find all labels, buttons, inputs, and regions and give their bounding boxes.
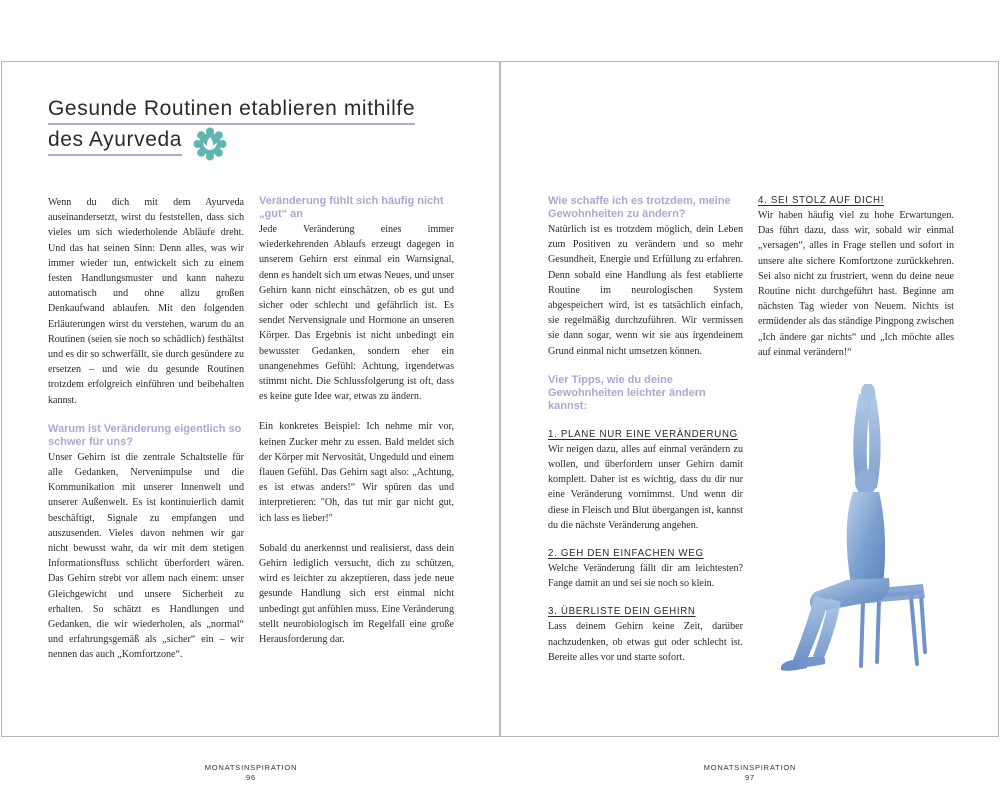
- page-title-line-2: [48, 128, 182, 156]
- page-number: 97: [745, 773, 755, 782]
- subheading-change-feels-bad: Veränderung fühlt sich häufig nicht „gut“ an: [259, 195, 444, 220]
- left-page-footer: [191, 763, 311, 783]
- page-title-line-1: [48, 97, 415, 125]
- change-paragraph: Jede Veränderung eines immer wiederkehrenden Ablaufs erzeugt dagegen in unserem Gehirn erst einmal ein Warnsignal, denn es handelt sich um etwas Neues, und unser Gehirn kann nicht einschätzen, ob es gut und sicher oder schlecht und gefährlich ist. Es sendet Nervensignale und Hormone an unseren Körper. Das Ergebnis ist nicht unbedingt ein bewusster Gedanken, sondern eher ein unangenehmes Gefühl: Achtung, irgendetwas stimmt nicht. Die Schlussfolgerung ist oft, dass es keine gute Idee war, etwas zu ändern.: [259, 224, 454, 403]
- right-page: [500, 61, 999, 782]
- left-column-1: [48, 195, 244, 663]
- subheading-four-tips: Vier Tipps, wie du deine Gewohnheiten leichter ändern kannst:: [548, 373, 706, 412]
- brain-paragraph: Unser Gehirn ist die zentrale Schaltstelle für alle Gedanken, Nervenimpulse und die Kommunikation mit unserer Innenwelt und unserer Außenwelt. Es ist kontinuierlich damit beschäftigt, Signale zu empfangen und auszusenden. Vieles davon nehmen wir gar nicht bewusst wahr, da wir mit dem stetigen Informationsfluss schlicht überfordert wären. Das Gehirn strebt vor allem nach einem: unser Gleichgewicht und unsere Sicherheit zu erhalten. So schätzt es Handlungen und Gedanken, die wir wiederholen, als „normal“ und erfahrungsgemäß als „sicher“ ein – wir nennen das auch „Komfortzone“.: [48, 451, 244, 661]
- seated-yoga-figure-illustration: [771, 384, 941, 684]
- tip-1-title: 1. PLANE NUR EINE VERÄNDERUNG: [548, 428, 738, 440]
- acknowledge-paragraph: Sobald du anerkennst und realisierst, dass dein Gehirn lediglich versucht, dich zu schützen, wird es leichter zu akzeptieren, dass jede neue gesunde Handlung sich erst einmal nicht unbedingt gut anfühlen muss. Eine Veränderung stellt neurobiologisch im Regelfall eine große Herausforderung dar.: [259, 542, 454, 646]
- right-column-2: [758, 195, 954, 360]
- title-line-1-text: Gesunde Routinen etablieren mithilfe: [48, 97, 415, 125]
- possible-paragraph: Natürlich ist es trotzdem möglich, dein Leben zum Positiven zu verändern und so mehr Gesundheit, Energie und Erfüllung zu erfahren. Denn sobald eine Handlung als fest etablierte Routine im neurologischen System abgespeichert wird, ist es tatsächlich einfach, sie regelmäßig durchzuführen. Wir vermissen sie dann sogar, wenn wir sie aus irgendeinem Grund einmal nicht umsetzen können.: [548, 224, 743, 357]
- subheading-how-to-change: Wie schaffe ich es trotzdem, meine Gewohnheiten zu ändern?: [548, 195, 731, 220]
- tip-1-text: Wir neigen dazu, alles auf einmal verändern zu wollen, und überfordern unser Gehirn damit komplett. Daher ist es wichtig, dass du dir nur eine Veränderung vornimmst. Und wenn dir diese in Fleisch und Blut übergangen ist, kannst du die nächste Veränderung angehen.: [548, 443, 743, 531]
- ayurveda-lotus-icon: [192, 126, 228, 162]
- tip-2-title: 2. GEH DEN EINFACHEN WEG: [548, 548, 704, 560]
- page-number: 96: [246, 773, 256, 782]
- right-page-footer: [690, 763, 810, 783]
- footer-label: MONATSINSPIRATION: [204, 763, 298, 772]
- tip-3-title: 3. ÜBERLISTE DEIN GEHIRN: [548, 606, 696, 618]
- footer-label: MONATSINSPIRATION: [703, 763, 797, 772]
- left-page: [1, 61, 500, 782]
- tip-4-text: Wir haben häufig viel zu hohe Erwartungen. Das führt dazu, dass wir, sobald wir einmal „versagen“, alles in Frage stellen und sofort in unsere alte sichere Komfortzone zurückkehren. Sei also nicht zu frustriert, wenn du deine neue Routine nicht durchgeführt hast. Beginne am nächsten Tag wieder von Neuem. Nichts ist ermüdender als das ständige Pingpong zwischen „Ich ändere gar nichts“ und „Ich möchte alles auf einmal verändern!“: [758, 210, 954, 358]
- tip-4-title: 4. SEI STOLZ AUF DICH!: [758, 195, 885, 206]
- intro-paragraph: Wenn du dich mit dem Ayurveda auseinandersetzt, wirst du feststellen, dass sich vieles um sich wiederholende Abläufe dreht. Und das hat seinen Sinn: Denn alles, was wir immer wieder tun, entwickelt sich zu einem festen Handlungsmuster und kann nahezu automatisch und ohne allzu großen Denkaufwand ablaufen. Mit den folgenden Erläuterungen wirst du verstehen, warum du an Routinen (seien sie noch so schädlich) festhältst und es dir so schwerfällt, sie durch gesündere zu ersetzen – und wie du gesunde Routinen trotzdem erfolgreich einführen und beibehalten kannst.: [48, 197, 244, 406]
- subheading-why-change-hard: Warum ist Veränderung eigentlich so schwer für uns?: [48, 422, 242, 448]
- title-line-2-text: des Ayurveda: [48, 128, 182, 156]
- left-column-2: [259, 195, 454, 647]
- right-column-1: [548, 195, 743, 665]
- example-paragraph: Ein konkretes Beispiel: Ich nehme mir vor, keinen Zucker mehr zu essen. Bald meldet sich der Körper mit Nervosität, Ungeduld und einem flauen Gefühl. Das Gehirn sagt also: „Achtung, es ist etwas anders!“ Wir spüren das und interpretieren: "Oh, das tut mir gar nicht gut, ich lass es lieber!": [259, 421, 454, 524]
- tip-2-text: Welche Veränderung fällt dir am leichtesten? Fange damit an und sei sie noch so klein.: [548, 563, 743, 590]
- tip-3-text: Lass deinem Gehirn keine Zeit, darüber nachzudenken, ob etwas gut oder schlecht ist. Bereite alles vor und starte sofort.: [548, 621, 743, 663]
